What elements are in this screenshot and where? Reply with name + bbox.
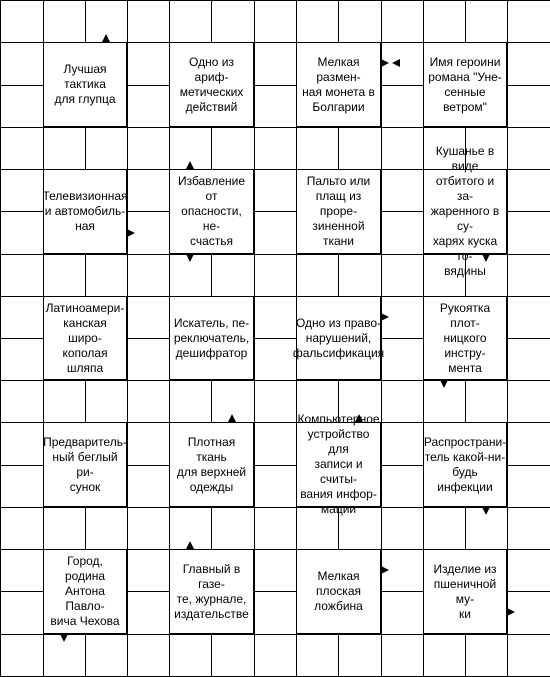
answer-cell[interactable] — [338, 634, 382, 677]
clue-block — [43, 549, 127, 634]
answer-cell[interactable] — [507, 169, 550, 212]
clue-block — [296, 412, 381, 516]
answer-cell[interactable] — [423, 507, 466, 550]
arrow-up-icon — [186, 161, 194, 169]
answer-cell[interactable] — [211, 0, 255, 43]
answer-cell[interactable] — [507, 338, 550, 381]
arrow-up-icon — [186, 541, 194, 549]
answer-cell[interactable] — [381, 591, 424, 635]
answer-cell[interactable] — [0, 169, 44, 212]
answer-cell[interactable] — [0, 127, 44, 170]
answer-cell[interactable] — [0, 211, 44, 255]
answer-cell[interactable] — [211, 127, 255, 170]
answer-cell[interactable] — [0, 0, 44, 43]
answer-cell[interactable] — [381, 211, 424, 255]
arrow-right-icon — [127, 229, 135, 237]
answer-cell[interactable] — [0, 422, 44, 466]
clue-text: Одно из право- нарушений, фальсификация — [292, 315, 385, 360]
answer-cell[interactable] — [507, 127, 550, 170]
clue-block — [423, 144, 507, 278]
clue-block — [423, 42, 507, 127]
answer-cell[interactable] — [254, 211, 297, 255]
answer-cell[interactable] — [127, 0, 170, 43]
clue-text: Искатель, пе- реключатель, дешифратор — [173, 315, 250, 360]
answer-cell[interactable] — [127, 634, 170, 677]
answer-cell[interactable] — [85, 380, 128, 423]
answer-cell[interactable] — [507, 549, 550, 592]
clue-text: Имя героини романа "Уне- сенные ветром" — [428, 54, 502, 114]
clue-text: Лучшая тактика для глупца — [54, 62, 116, 106]
answer-cell[interactable] — [381, 507, 424, 550]
clue-text: Главный в газе- те, журнале, издательстве — [174, 561, 249, 621]
clue-text: Плотная ткань для верхней одежды — [176, 434, 247, 494]
answer-cell[interactable] — [381, 169, 424, 212]
answer-cell[interactable] — [338, 127, 382, 170]
clue-block — [169, 549, 254, 634]
clue-text: Латиноамери- канская широ- кополая шляпа — [45, 300, 125, 375]
answer-cell[interactable] — [0, 465, 44, 508]
answer-cell[interactable] — [423, 0, 466, 43]
answer-cell[interactable] — [211, 507, 255, 550]
answer-cell[interactable] — [43, 0, 86, 43]
answer-cell[interactable] — [85, 634, 128, 677]
arrow-left-icon — [392, 59, 400, 67]
answer-cell[interactable] — [0, 42, 44, 86]
answer-cell[interactable] — [254, 549, 297, 592]
arrow-up-icon — [355, 414, 363, 422]
clue-text: Город, родина Антона Павло- вича Чехова — [50, 554, 120, 628]
answer-cell[interactable] — [254, 169, 297, 212]
answer-cell[interactable] — [211, 634, 255, 677]
clue-block — [296, 42, 381, 127]
answer-cell[interactable] — [254, 422, 297, 466]
arrow-up-icon — [102, 34, 110, 42]
answer-cell[interactable] — [0, 254, 44, 297]
answer-cell[interactable] — [211, 254, 255, 297]
answer-cell[interactable] — [0, 634, 44, 677]
answer-cell[interactable] — [85, 254, 128, 297]
answer-cell[interactable] — [254, 42, 297, 86]
answer-cell[interactable] — [338, 254, 382, 297]
answer-cell[interactable] — [254, 380, 297, 423]
answer-cell[interactable] — [507, 380, 550, 423]
answer-cell[interactable] — [507, 85, 550, 128]
arrow-right-icon — [507, 608, 515, 616]
clue-text: Одно из ариф- метических действий — [179, 54, 244, 114]
arrow-down-icon — [186, 254, 194, 262]
arrow-down-icon — [482, 254, 490, 262]
arrow-right-icon — [381, 313, 389, 321]
answer-cell[interactable] — [85, 507, 128, 550]
answer-cell[interactable] — [296, 634, 339, 677]
answer-cell[interactable] — [465, 0, 508, 43]
answer-cell[interactable] — [43, 380, 86, 423]
clue-text: Телевизионная и автомобиль- ная — [42, 189, 128, 233]
answer-cell[interactable] — [0, 380, 44, 423]
clue-text: Распространи- тель какой-ни- будь инфекции — [423, 434, 507, 494]
answer-cell[interactable] — [127, 127, 170, 170]
answer-cell[interactable] — [254, 0, 297, 43]
answer-cell[interactable] — [254, 127, 297, 170]
clue-text: Мелкая размен- ная монета в Болгарии — [302, 54, 375, 114]
answer-cell[interactable] — [381, 254, 424, 297]
answer-cell[interactable] — [465, 634, 508, 677]
answer-cell[interactable] — [43, 507, 86, 550]
answer-cell[interactable] — [127, 338, 170, 381]
answer-cell[interactable] — [127, 380, 170, 423]
arrow-right-icon — [381, 59, 389, 67]
answer-cell[interactable] — [381, 634, 424, 677]
answer-cell[interactable] — [254, 85, 297, 128]
clue-block — [296, 169, 381, 254]
answer-cell[interactable] — [0, 549, 44, 592]
clue-block — [43, 169, 127, 254]
clue-block — [169, 422, 254, 507]
answer-cell[interactable] — [381, 465, 424, 508]
answer-cell[interactable] — [507, 211, 550, 255]
arrow-up-icon — [228, 414, 236, 422]
answer-cell[interactable] — [0, 338, 44, 381]
clue-block — [296, 549, 381, 634]
answer-cell[interactable] — [296, 127, 339, 170]
clue-block — [423, 549, 507, 634]
answer-cell[interactable] — [43, 127, 86, 170]
answer-cell[interactable] — [127, 42, 170, 86]
answer-cell[interactable] — [507, 465, 550, 508]
answer-cell[interactable] — [0, 85, 44, 128]
answer-cell[interactable] — [381, 422, 424, 466]
answer-cell[interactable] — [85, 127, 128, 170]
clue-block — [169, 296, 254, 380]
arrow-down-icon — [60, 634, 68, 642]
answer-cell[interactable] — [0, 507, 44, 550]
answer-cell[interactable] — [127, 169, 170, 212]
answer-cell[interactable] — [169, 380, 212, 423]
answer-cell[interactable] — [127, 85, 170, 128]
answer-cell[interactable] — [507, 634, 550, 677]
arrow-down-icon — [482, 507, 490, 515]
clue-block — [43, 422, 127, 507]
clue-block — [423, 296, 507, 380]
answer-cell[interactable] — [381, 127, 424, 170]
clue-text: Компьютерное устройство для записи и считы- вания инфор- мации — [297, 412, 380, 516]
answer-cell[interactable] — [127, 296, 170, 339]
clue-text: Пальто или плащ из проре- зиненной ткани — [306, 174, 371, 248]
clue-block — [169, 42, 254, 127]
answer-cell[interactable] — [507, 42, 550, 86]
answer-cell[interactable] — [381, 85, 424, 128]
answer-cell[interactable] — [254, 634, 297, 677]
answer-cell[interactable] — [507, 507, 550, 550]
clue-block — [169, 169, 254, 254]
clue-block — [43, 296, 127, 380]
clue-block — [43, 42, 127, 127]
arrow-right-icon — [381, 566, 389, 574]
answer-cell[interactable] — [127, 591, 170, 635]
answer-cell[interactable] — [296, 254, 339, 297]
clue-text: Мелкая плоская ложбина — [314, 569, 363, 613]
answer-cell[interactable] — [254, 507, 297, 550]
clue-text: Рукоятка плот- ницкого инстру- мента — [439, 300, 491, 375]
answer-cell[interactable] — [43, 254, 86, 297]
answer-cell[interactable] — [381, 380, 424, 423]
answer-cell[interactable] — [169, 0, 212, 43]
answer-cell[interactable] — [338, 0, 382, 43]
arrow-down-icon — [440, 380, 448, 388]
answer-cell[interactable] — [127, 254, 170, 297]
answer-cell[interactable] — [0, 296, 44, 339]
answer-cell[interactable] — [169, 634, 212, 677]
answer-cell[interactable] — [254, 254, 297, 297]
answer-cell[interactable] — [507, 422, 550, 466]
answer-cell[interactable] — [296, 0, 339, 43]
answer-cell[interactable] — [127, 422, 170, 466]
answer-cell[interactable] — [0, 591, 44, 635]
clue-text: Предваритель- ный беглый ри- сунок — [43, 434, 127, 494]
clue-block — [292, 296, 385, 380]
clue-text: Изделие из пшеничной му- ки — [433, 561, 497, 621]
answer-cell[interactable] — [507, 296, 550, 339]
answer-cell[interactable] — [507, 254, 550, 297]
answer-cell[interactable] — [127, 549, 170, 592]
answer-cell[interactable] — [254, 465, 297, 508]
answer-cell[interactable] — [254, 591, 297, 635]
clue-text: Избавление от опасности, не- счастья — [177, 174, 246, 248]
clue-block — [423, 422, 507, 507]
answer-cell[interactable] — [127, 507, 170, 550]
clue-text: Кушанье в виде отбитого и за- жаренного в су- харях куска го- вядины — [430, 144, 500, 278]
answer-cell[interactable] — [507, 0, 550, 43]
answer-cell[interactable] — [127, 465, 170, 508]
answer-cell[interactable] — [465, 380, 508, 423]
answer-cell[interactable] — [423, 634, 466, 677]
answer-cell[interactable] — [381, 0, 424, 43]
